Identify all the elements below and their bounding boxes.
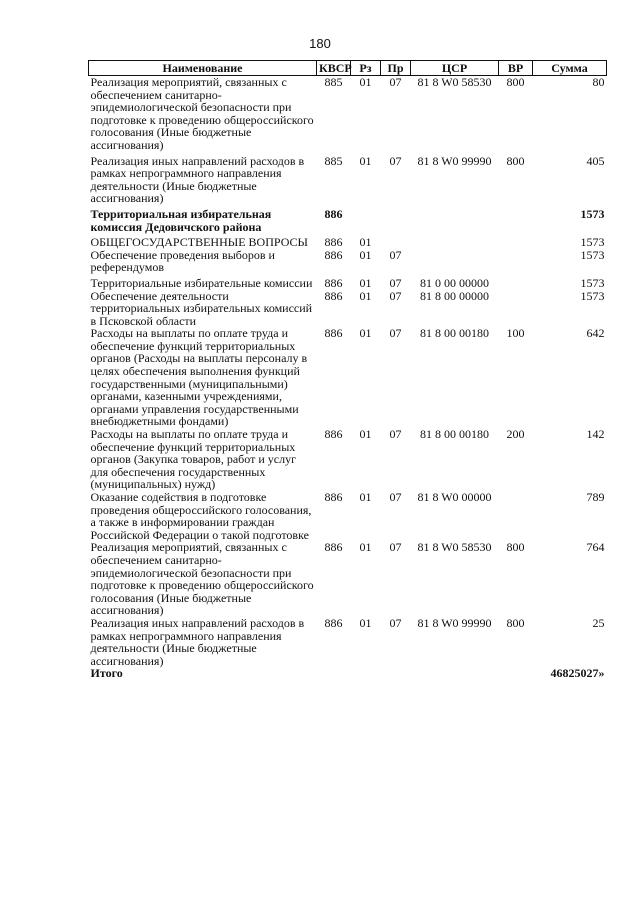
cell-vr: 800 — [506, 75, 525, 89]
cell-name: Обеспечение деятельности территориальных избирательных комиссий в Псковской области — [90, 288, 313, 328]
cell-sum: 764 — [586, 540, 605, 555]
cell-sum: 46825027» — [550, 666, 605, 681]
header-kvsr: КВСР — [317, 61, 351, 76]
cell-pr: 07 — [389, 540, 402, 555]
cell-vr — [499, 233, 533, 249]
table-header — [89, 61, 607, 76]
cell-pr: 07 — [389, 153, 402, 168]
table-row — [89, 491, 607, 541]
cell-rz: 01 — [359, 288, 372, 303]
table-row — [89, 667, 607, 680]
cell-rz: 01 — [359, 615, 372, 630]
cell-kvsr: 886 — [324, 206, 343, 221]
budget-table — [88, 60, 607, 680]
cell-sum: 142 — [586, 427, 605, 442]
cell-rz — [351, 667, 381, 680]
cell-kvsr: 885 — [324, 75, 343, 89]
table-body — [89, 76, 607, 680]
cell-csr: 81 8 W0 58530 — [417, 75, 492, 89]
cell-pr — [381, 233, 411, 249]
cell-vr: 100 — [506, 326, 525, 341]
cell-kvsr: 886 — [324, 247, 343, 262]
cell-vr: 800 — [506, 153, 525, 168]
header-csr: ЦСР — [411, 61, 499, 76]
cell-csr: 81 8 00 00180 — [420, 427, 489, 442]
cell-csr: 81 8 W0 00000 — [417, 490, 492, 504]
cell-kvsr: 886 — [324, 615, 343, 630]
cell-name: ОБЩЕГОСУДАРСТВЕННЫЕ ВОПРОСЫ — [90, 235, 308, 250]
cell-pr — [381, 205, 411, 233]
cell-kvsr: 886 — [324, 490, 343, 504]
table-row — [89, 617, 607, 667]
cell-vr — [499, 290, 533, 328]
cell-name: Расходы на выплаты по оплате труда и обеспечение функций территориальных органов (Закупка товаров, работ и услуг для обеспечения государственных (муниципальных) нужд) — [90, 427, 296, 492]
table-row — [89, 428, 607, 491]
cell-csr — [411, 667, 499, 680]
cell-rz: 01 — [359, 490, 372, 504]
cell-sum: 80 — [592, 75, 605, 89]
header-name: Наименование — [89, 61, 317, 76]
cell-kvsr: 886 — [324, 427, 343, 442]
cell-name: Территориальные избирательные комиссии — [90, 275, 313, 290]
cell-pr: 07 — [389, 247, 402, 262]
cell-csr: 81 8 W0 99990 — [417, 153, 492, 168]
cell-name: Территориальная избирательная комиссия Дедовичского района — [90, 206, 272, 234]
cell-sum: 25 — [592, 615, 605, 630]
cell-pr: 07 — [389, 326, 402, 341]
cell-pr: 07 — [389, 75, 402, 89]
cell-sum: 1573 — [580, 235, 605, 250]
cell-vr — [499, 249, 533, 274]
cell-rz: 01 — [359, 153, 372, 168]
table-row — [89, 205, 607, 233]
cell-name: Реализация иных направлений расходов в рамках непрограммного направления деятельности (Иные бюджетные ассигнования) — [90, 615, 305, 668]
cell-csr: 81 8 W0 99990 — [417, 615, 492, 630]
cell-csr — [411, 249, 499, 274]
cell-rz: 01 — [359, 235, 372, 250]
cell-name: Реализация мероприятий, связанных с обеспечением санитарно-эпидемиологической безопасности при подготовке к проведению общероссийского голосования (Иные бюджетные ассигнования) — [90, 540, 314, 618]
cell-sum: 405 — [586, 153, 605, 168]
table-row — [89, 290, 607, 328]
cell-kvsr: 886 — [324, 326, 343, 341]
cell-vr: 800 — [506, 540, 525, 555]
cell-rz: 01 — [359, 540, 372, 555]
cell-kvsr — [317, 667, 351, 680]
table-row — [89, 233, 607, 249]
page-number: 180 — [309, 36, 331, 51]
cell-kvsr: 885 — [324, 153, 343, 168]
cell-rz — [351, 205, 381, 233]
header-pr: Пр — [381, 61, 411, 76]
cell-name: Реализация иных направлений расходов в рамках непрограммного направления деятельности (Иные бюджетные ассигнования) — [90, 153, 305, 206]
cell-name: Расходы на выплаты по оплате труда и обеспечение функций территориальных органов (Расходы на выплаты персоналу в целях обеспечения выполнения функций государственными (муниципальными) органами, казенными учреждениями, органами управления государственными внебюджетными фондами) — [90, 326, 308, 429]
cell-name: Итого — [90, 666, 123, 681]
cell-vr — [499, 205, 533, 233]
cell-name: Обеспечение проведения выборов и референдумов — [90, 247, 275, 275]
cell-sum: 1573 — [580, 288, 605, 303]
cell-sum: 1573 — [580, 275, 605, 290]
table-row — [89, 327, 607, 428]
cell-vr: 200 — [506, 427, 525, 442]
cell-csr: 81 8 W0 58530 — [417, 540, 492, 555]
table-row — [89, 274, 607, 290]
cell-name: Реализация мероприятий, связанных с обеспечением санитарно-эпидемиологической безопасности при подготовке к проведению общероссийского голосования (Иные бюджетные ассигнования) — [90, 75, 314, 152]
cell-pr: 07 — [389, 427, 402, 442]
cell-pr: 07 — [389, 275, 402, 290]
header-rz: Рз — [351, 61, 381, 76]
cell-kvsr: 886 — [324, 235, 343, 250]
cell-sum: 1573 — [580, 247, 605, 262]
table-row — [89, 76, 607, 152]
cell-kvsr: 886 — [324, 540, 343, 555]
cell-rz: 01 — [359, 75, 372, 89]
cell-vr — [499, 491, 533, 541]
cell-rz: 01 — [359, 275, 372, 290]
cell-csr — [411, 233, 499, 249]
cell-csr: 81 8 00 00180 — [420, 326, 489, 341]
cell-name: Оказание содействия в подготовке проведения общероссийского голосования, а также в информировании граждан Российской Федерации о такой подготовке — [90, 490, 312, 542]
header-vr: ВР — [499, 61, 533, 76]
table-row — [89, 541, 607, 617]
cell-sum: 642 — [586, 326, 605, 341]
header-sum: Сумма — [533, 61, 607, 76]
table-row — [89, 152, 607, 205]
cell-pr — [381, 667, 411, 680]
cell-kvsr: 886 — [324, 288, 343, 303]
cell-vr — [499, 667, 533, 680]
cell-vr: 800 — [506, 615, 525, 630]
cell-pr: 07 — [389, 615, 402, 630]
cell-csr: 81 0 00 00000 — [420, 275, 489, 290]
cell-csr: 81 8 00 00000 — [420, 288, 489, 303]
table-row — [89, 249, 607, 274]
cell-vr — [499, 274, 533, 290]
cell-kvsr: 886 — [324, 275, 343, 290]
cell-rz: 01 — [359, 427, 372, 442]
cell-sum: 1573 — [580, 206, 605, 221]
cell-csr — [411, 205, 499, 233]
cell-rz: 01 — [359, 326, 372, 341]
cell-pr: 07 — [389, 490, 402, 504]
cell-rz: 01 — [359, 247, 372, 262]
cell-sum: 789 — [586, 490, 605, 504]
cell-pr: 07 — [389, 288, 402, 303]
